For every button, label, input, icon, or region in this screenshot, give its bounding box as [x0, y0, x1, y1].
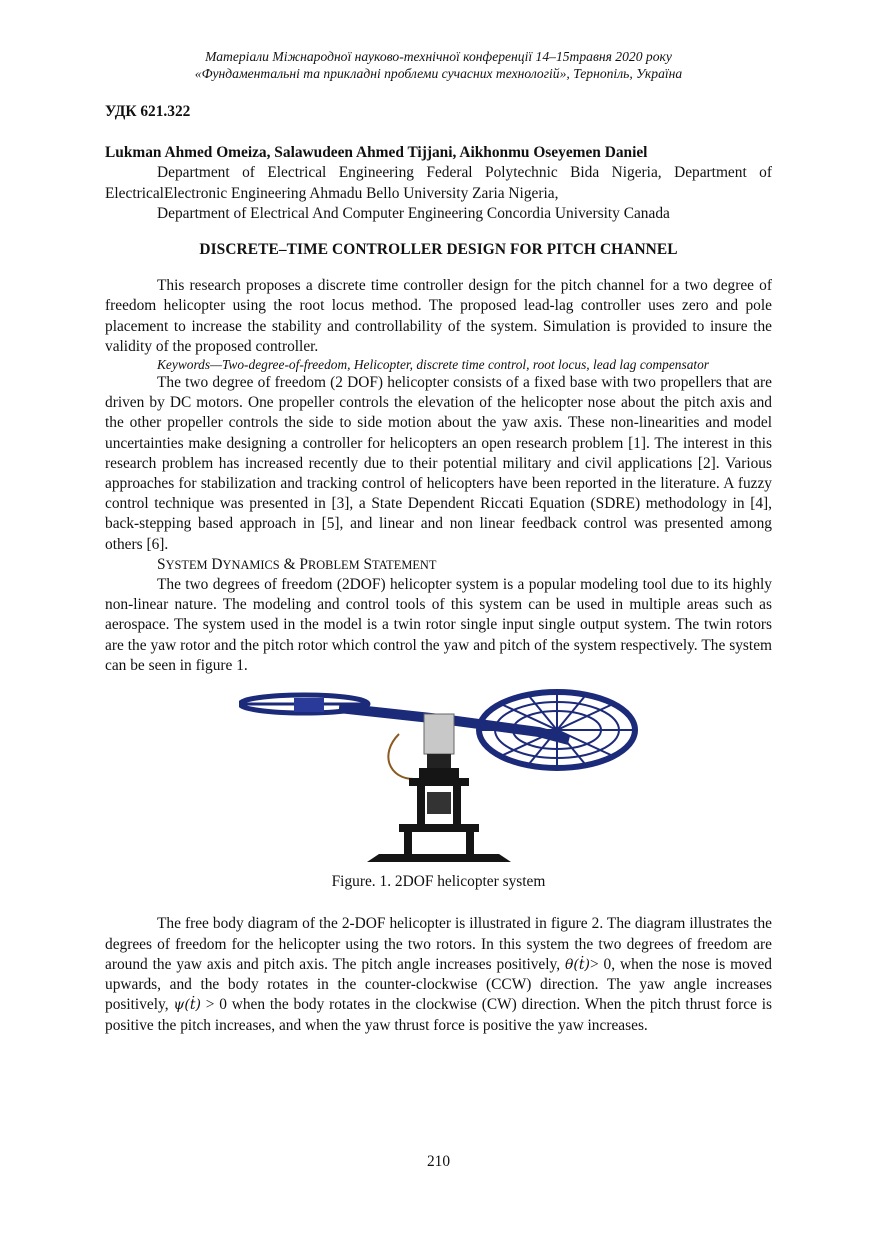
paper-title: DISCRETE–TIME CONTROLLER DESIGN FOR PITCH CHANNEL [199, 241, 678, 259]
theta-symbol: θ(ṫ) [564, 956, 590, 973]
figure-1 [105, 684, 772, 892]
conference-header [105, 48, 772, 82]
affiliation-1: Department of Electrical Engineering Federal Polytechnic Bida Nigeria, Department of ElectricalElectronic Engineering Ahmadu Bello University Zaria Nigeria, [105, 164, 772, 202]
section-heading: SYSTEM DYNAMICS & PROBLEM STATEMENT [157, 555, 437, 573]
authors: Lukman Ahmed Omeiza, Salawudeen Ahmed Tijjani, Aikhonmu Oseyemen Daniel [105, 144, 648, 162]
affiliation-2: Department of Electrical And Computer Engineering Concordia University Canada [157, 204, 670, 222]
fbd-paragraph: The free body diagram of the 2-DOF helicopter is illustrated in figure 2. The diagram illustrates the degrees of freedom for the helicopter using the two rotors. In this system the two degrees of freedom are around the yaw axis and pitch axis. The pitch angle increases positively, θ(ṫ)> 0, when the nose is moved upwards, and the body rotates in the counter-clockwise (CCW) direction. The yaw angle increases positively, ψ(ṫ) > 0 when the body rotates in the clockwise (CW) direction. When the pitch thrust force is positive the pitch increases, and when the yaw thrust force is positive the yaw increases. [105, 915, 772, 1034]
section-paragraph: The two degrees of freedom (2DOF) helicopter system is a popular modeling tool due to its highly non-linear nature. The modeling and control tools of this system can be used in multiple areas such as aerospace. The system used in the model is a twin rotor single input single output system. The twin rotors are the yaw rotor and the pitch rotor which control the yaw and pitch of the system respectively. The system can be seen in figure 1. [105, 576, 772, 674]
udk-code: УДК 621.322 [105, 103, 191, 120]
keywords: Keywords—Two-degree-of-freedom, Helicopter, discrete time control, root locus, lead lag compensator [157, 357, 710, 373]
conference-header-line1: Матеріали Міжнародної науково-технічної конференції 14–15травня 2020 року [205, 49, 672, 64]
conference-header-line2: «Фундаментальні та прикладні проблеми сучасних технологій», Тернопіль, Україна [194, 66, 683, 81]
page-number: 210 [426, 1153, 451, 1170]
intro-paragraph: The two degree of freedom (2 DOF) helicopter consists of a fixed base with two propellers that are driven by DC motors. One propeller controls the elevation of the helicopter nose about the pitch axis and the other propeller controls the side to side motion about the yaw axis. These non-linearities and model uncertainties make designing a controller for helicopters an open research problem [1]. The interest in this research problem has increased recently due to their potential military and civil applications [2]. Various approaches for stabilization and tracking control of helicopters have been reported in the literature. A fuzzy control technique was presented in [3], a State Dependent Riccati Equation (SDRE) methodology in [4], back-stepping based approach in [5], and linear and non linear feedback control was presented among others [6]. [105, 374, 772, 553]
figure-caption: Figure. 1. 2DOF helicopter system [331, 873, 546, 891]
psi-symbol: ψ(ṫ) [173, 997, 201, 1014]
abstract: This research proposes a discrete time controller design for the pitch channel for a two degree of freedom helicopter using the root locus method. The proposed lead-lag controller uses zero and pole placement to increase the stability and controllability of the system. Simulation is provided to insure the validity of the proposed controller. [105, 277, 772, 355]
helicopter-photo [239, 684, 639, 864]
